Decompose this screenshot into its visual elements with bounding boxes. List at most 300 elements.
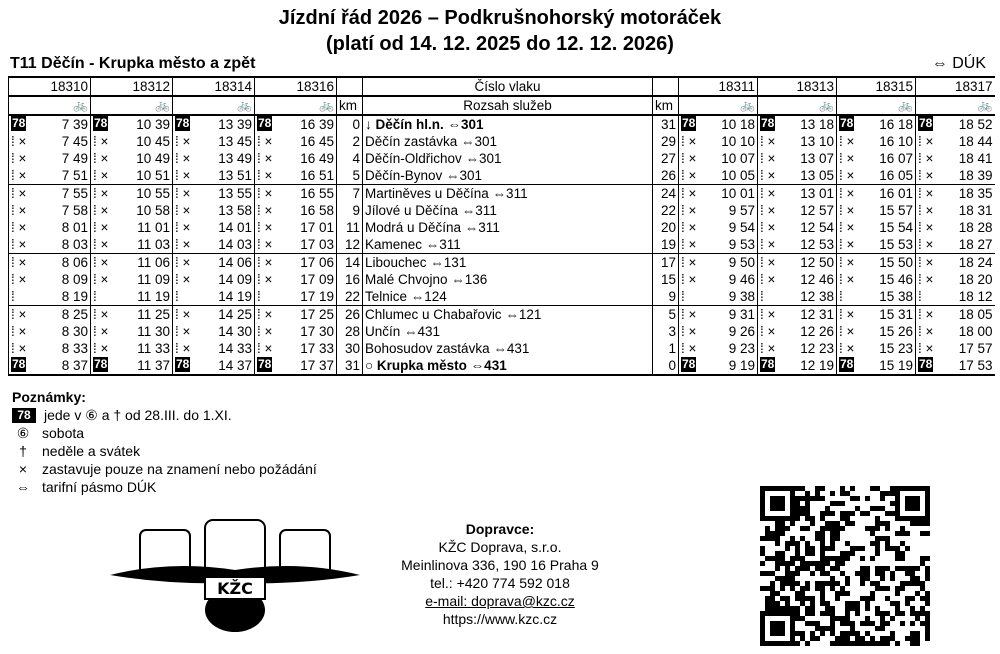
departure-time: 11 06: [137, 255, 170, 270]
stop-marker: ⁞: [839, 289, 843, 304]
time-cell: [679, 288, 758, 306]
km-left: 28: [337, 323, 363, 340]
time-cell: [91, 271, 173, 288]
bicycle-icon: 🚲: [91, 96, 173, 115]
table-row: [9, 236, 995, 254]
time-cell: [837, 185, 916, 203]
km-left: 4: [337, 150, 363, 167]
note-symbol: ×: [18, 461, 28, 477]
carrier-info: [380, 520, 620, 628]
departure-time: 16 07: [879, 151, 913, 166]
stop-marker: ⁞: [93, 289, 97, 304]
station-name: Bohosudov zastávka ⇔431: [363, 340, 653, 357]
stop-marker: ⁞ ×: [257, 324, 273, 339]
stop-marker: ⁞ ×: [681, 134, 697, 149]
stop-marker: ⁞ ×: [175, 220, 191, 235]
km-right: 15: [653, 271, 679, 288]
table-row: [9, 115, 995, 133]
departure-time: 16 55: [300, 186, 334, 201]
badge-78: 78: [258, 357, 272, 371]
time-cell: [173, 323, 255, 340]
time-cell: [679, 271, 758, 288]
time-cell: [837, 323, 916, 340]
stop-marker: ⁞ ×: [175, 237, 191, 252]
qr-code: [760, 486, 930, 646]
departure-time: 10 55: [136, 186, 170, 201]
badge-78: 78: [176, 357, 190, 371]
logo-text: KŽC: [217, 579, 253, 598]
departure-time: 18 44: [958, 134, 993, 149]
time-cell: [916, 219, 995, 236]
departure-time: 13 39: [218, 117, 252, 132]
departure-time: 18 20: [958, 272, 993, 287]
departure-time: 10 10: [721, 134, 755, 149]
departure-time: 18 31: [958, 203, 993, 218]
stop-marker: ⁞ ×: [11, 220, 27, 235]
km-left: 2: [337, 133, 363, 150]
train-number: 18315: [837, 77, 916, 96]
departure-time: 7 39: [61, 117, 88, 132]
table-row: [9, 357, 995, 375]
departure-time: 13 58: [218, 203, 252, 218]
stop-marker: ⁞: [760, 289, 764, 304]
time-cell: [255, 254, 337, 272]
time-cell: [173, 115, 255, 133]
km-left: 0: [337, 115, 363, 133]
departure-time: 12 46: [800, 272, 834, 287]
time-cell: [255, 288, 337, 306]
departure-time: 8 25: [61, 307, 88, 322]
departure-time: 17 03: [300, 237, 334, 252]
time-cell: [91, 115, 173, 133]
time-cell: [91, 288, 173, 306]
station-name: ○ Krupka město ⇔431: [363, 357, 653, 375]
stop-marker: ⁞ ×: [93, 134, 109, 149]
stop-marker: ⁞ ×: [760, 220, 776, 235]
stop-marker: ⁞ ×: [918, 203, 934, 218]
departure-time: 8 33: [61, 341, 88, 356]
badge-78: 78: [840, 357, 854, 371]
stop-marker: ⁞: [257, 289, 261, 304]
stop-marker: ⁞ ×: [93, 307, 109, 322]
stop-marker: ⁞ ×: [93, 151, 109, 166]
departure-time: 16 49: [300, 151, 334, 166]
time-cell: [758, 115, 837, 133]
departure-time: 15 54: [879, 220, 913, 235]
carrier-address: Meinlinova 336, 190 16 Praha 9: [401, 557, 599, 573]
km-right: 22: [653, 202, 679, 219]
departure-time: 9 31: [728, 307, 755, 322]
departure-time: 14 03: [218, 237, 252, 252]
badge-78: 78: [12, 116, 26, 130]
time-cell: [255, 202, 337, 219]
line-name: T11 Děčín - Krupka město a zpět: [10, 55, 256, 72]
departure-time: 12 26: [800, 324, 834, 339]
time-cell: [758, 340, 837, 357]
stop-marker: ⁞ ×: [257, 307, 273, 322]
departure-time: 12 50: [800, 255, 834, 270]
time-cell: [916, 254, 995, 272]
time-cell: [255, 150, 337, 167]
stop-marker: ⁞ ×: [257, 341, 273, 356]
stop-marker: ⁞ ×: [175, 341, 191, 356]
stop-marker: ⁞ ×: [681, 151, 697, 166]
time-cell: [255, 323, 337, 340]
time-cell: [173, 185, 255, 203]
train-number: 18311: [679, 77, 758, 96]
km-right: 31: [653, 115, 679, 133]
stop-marker: ⁞ ×: [839, 272, 855, 287]
km-right: 27: [653, 150, 679, 167]
service-label: Rozsah služeb: [363, 96, 653, 115]
badge-78: 78: [94, 116, 108, 130]
time-cell: [916, 202, 995, 219]
note-symbol: ⇔: [16, 479, 30, 495]
stop-marker: ⁞ ×: [681, 186, 697, 201]
departure-time: 11 37: [137, 358, 170, 373]
carrier-web-link[interactable]: https://www.kzc.cz: [442, 611, 558, 627]
time-cell: [9, 306, 91, 324]
stop-marker: ⁞ ×: [11, 307, 27, 322]
departure-time: 9 46: [728, 272, 755, 287]
station-name: Martiněves u Děčína ⇔311: [363, 185, 653, 203]
bicycle-icon: 🚲: [9, 96, 91, 115]
stop-marker: ⁞ ×: [681, 220, 697, 235]
note-item: [12, 424, 317, 442]
stop-marker: ⁞ ×: [257, 203, 273, 218]
km-left: 5: [337, 167, 363, 185]
time-cell: [9, 202, 91, 219]
badge-78: 78: [919, 116, 933, 130]
time-cell: [255, 357, 337, 375]
stop-marker: ⁞ ×: [257, 168, 273, 183]
time-cell: [916, 288, 995, 306]
departure-time: 12 57: [800, 203, 834, 218]
departure-time: 11 19: [137, 289, 170, 304]
stop-marker: ⁞ ×: [760, 341, 776, 356]
departure-time: 15 31: [879, 307, 913, 322]
badge-78: 78: [258, 116, 272, 130]
time-cell: [679, 202, 758, 219]
note-symbol: †: [19, 443, 27, 459]
departure-time: 10 58: [136, 203, 170, 218]
departure-time: 11 33: [137, 341, 170, 356]
stop-marker: ⁞ ×: [11, 324, 27, 339]
km-header: km: [337, 96, 363, 115]
km-left: 14: [337, 254, 363, 272]
bicycle-icon: 🚲: [916, 96, 995, 115]
stop-marker: ⁞ ×: [11, 186, 27, 201]
station-name: Jílové u Děčína ⇔311: [363, 202, 653, 219]
departure-time: 16 58: [300, 203, 334, 218]
departure-time: 18 39: [958, 168, 993, 183]
time-cell: [837, 357, 916, 375]
km-right: 29: [653, 133, 679, 150]
stop-marker: ⁞: [681, 289, 685, 304]
departure-time: 11 09: [137, 272, 170, 287]
time-cell: [173, 254, 255, 272]
time-cell: [9, 150, 91, 167]
km-right: 17: [653, 254, 679, 272]
stop-marker: ⁞ ×: [257, 134, 273, 149]
notes-section: [12, 388, 317, 496]
time-cell: [9, 115, 91, 133]
km-left: 30: [337, 340, 363, 357]
departure-time: 12 53: [800, 237, 834, 252]
departure-time: 9 38: [728, 289, 755, 304]
carrier-phone: tel.: +420 774 592 018: [430, 575, 570, 591]
notes-heading: Poznámky:: [12, 389, 86, 405]
time-cell: [679, 133, 758, 150]
departure-time: 10 01: [721, 186, 755, 201]
stop-marker: ⁞ ×: [681, 324, 697, 339]
time-cell: [679, 185, 758, 203]
km-right: 26: [653, 167, 679, 185]
table-row: [9, 185, 995, 203]
train-number: 18314: [173, 77, 255, 96]
time-cell: [679, 236, 758, 254]
departure-time: 13 10: [800, 134, 834, 149]
stop-marker: ⁞ ×: [175, 186, 191, 201]
stop-marker: ⁞ ×: [93, 324, 109, 339]
departure-time: 13 18: [800, 117, 834, 132]
departure-time: 17 33: [300, 341, 334, 356]
station-name: Libouchec ⇔131: [363, 254, 653, 272]
departure-time: 12 38: [800, 289, 834, 304]
time-cell: [758, 219, 837, 236]
departure-time: 18 52: [958, 117, 993, 132]
time-cell: [255, 340, 337, 357]
departure-time: 13 49: [218, 151, 252, 166]
stop-marker: ⁞ ×: [760, 272, 776, 287]
time-cell: [837, 167, 916, 185]
badge-78: 78: [761, 116, 775, 130]
badge-78: 78: [176, 116, 190, 130]
time-cell: [758, 323, 837, 340]
stop-marker: ⁞ ×: [681, 255, 697, 270]
km-right: 3: [653, 323, 679, 340]
departure-time: 17 09: [300, 272, 334, 287]
time-cell: [173, 288, 255, 306]
time-cell: [91, 219, 173, 236]
station-name: Chlumec u Chabařovic ⇔121: [363, 306, 653, 324]
bicycle-icon: 🚲: [173, 96, 255, 115]
note-item: [12, 478, 317, 496]
stop-marker: ⁞ ×: [175, 151, 191, 166]
stop-marker: ⁞ ×: [839, 237, 855, 252]
time-cell: [91, 185, 173, 203]
stop-marker: ⁞ ×: [918, 168, 934, 183]
timetable: [8, 76, 995, 376]
departure-time: 8 30: [61, 324, 88, 339]
stop-marker: ⁞ ×: [681, 168, 697, 183]
time-cell: [91, 306, 173, 324]
departure-time: 18 12: [958, 289, 993, 304]
departure-time: 14 30: [218, 324, 252, 339]
stop-marker: ⁞ ×: [175, 134, 191, 149]
time-cell: [837, 115, 916, 133]
time-cell: [916, 167, 995, 185]
departure-time: 11 30: [137, 324, 170, 339]
table-row: [9, 219, 995, 236]
time-cell: [758, 202, 837, 219]
time-cell: [916, 150, 995, 167]
departure-time: 13 51: [218, 168, 252, 183]
stop-marker: ⁞ ×: [918, 324, 934, 339]
departure-time: 13 45: [218, 134, 252, 149]
stop-marker: ⁞ ×: [175, 272, 191, 287]
departure-time: 11 01: [137, 220, 170, 235]
note-item: [12, 406, 317, 424]
note-text: tarifní pásmo DÚK: [42, 479, 157, 495]
time-cell: [255, 306, 337, 324]
time-cell: [91, 202, 173, 219]
time-cell: [837, 306, 916, 324]
departure-time: 10 07: [721, 151, 755, 166]
time-cell: [173, 271, 255, 288]
departure-time: 17 57: [958, 341, 993, 356]
departure-time: 9 54: [728, 220, 755, 235]
stop-marker: ⁞ ×: [175, 203, 191, 218]
table-row: [9, 323, 995, 340]
time-cell: [679, 167, 758, 185]
time-cell: [91, 150, 173, 167]
note-text: jede v ⑥ a † od 28.III. do 1.XI.: [44, 407, 232, 423]
badge-78: 78: [94, 357, 108, 371]
carrier-email-link[interactable]: e-mail: doprava@kzc.cz: [425, 593, 575, 609]
km-left: 12: [337, 236, 363, 254]
stop-marker: ⁞: [918, 289, 922, 304]
stop-marker: ⁞ ×: [839, 324, 855, 339]
stop-marker: ⁞ ×: [175, 307, 191, 322]
time-cell: [173, 133, 255, 150]
km-left: 26: [337, 306, 363, 324]
departure-time: 14 06: [218, 255, 252, 270]
time-cell: [679, 254, 758, 272]
departure-time: 10 18: [721, 117, 755, 132]
departure-time: 11 25: [137, 307, 170, 322]
train-number: 18316: [255, 77, 337, 96]
stop-marker: ⁞ ×: [681, 272, 697, 287]
time-cell: [679, 323, 758, 340]
km-header-spacer: [653, 77, 679, 96]
stop-marker: ⁞ ×: [11, 203, 27, 218]
stop-marker: ⁞ ×: [11, 151, 27, 166]
time-cell: [837, 288, 916, 306]
bicycle-icon: 🚲: [679, 96, 758, 115]
carrier-name: KŽC Doprava, s.r.o.: [438, 539, 562, 555]
departure-time: 7 49: [61, 151, 88, 166]
time-cell: [758, 185, 837, 203]
km-left: 16: [337, 271, 363, 288]
time-cell: [173, 150, 255, 167]
stop-marker: ⁞ ×: [11, 255, 27, 270]
time-cell: [91, 133, 173, 150]
station-name: Kamenec ⇔311: [363, 236, 653, 254]
stop-marker: ⁞ ×: [839, 307, 855, 322]
departure-time: 12 31: [800, 307, 834, 322]
stop-marker: ⁞ ×: [93, 220, 109, 235]
time-cell: [255, 115, 337, 133]
departure-time: 16 51: [300, 168, 334, 183]
departure-time: 8 06: [61, 255, 88, 270]
time-cell: [9, 340, 91, 357]
departure-time: 8 37: [61, 358, 88, 373]
departure-time: 9 53: [728, 237, 755, 252]
time-cell: [916, 271, 995, 288]
departure-time: 18 24: [958, 255, 993, 270]
time-cell: [679, 150, 758, 167]
stop-marker: ⁞ ×: [93, 203, 109, 218]
time-cell: [173, 219, 255, 236]
time-cell: [173, 236, 255, 254]
time-cell: [679, 219, 758, 236]
departure-time: 18 28: [958, 220, 993, 235]
train-number-label: Číslo vlaku: [363, 77, 653, 96]
time-cell: [916, 236, 995, 254]
stop-marker: ⁞ ×: [918, 341, 934, 356]
time-cell: [837, 254, 916, 272]
departure-time: 15 19: [879, 358, 913, 373]
stop-marker: ⁞ ×: [839, 186, 855, 201]
stop-marker: ⁞ ×: [839, 341, 855, 356]
bicycle-icon: 🚲: [255, 96, 337, 115]
stop-marker: ⁞ ×: [839, 168, 855, 183]
bicycle-icon: 🚲: [758, 96, 837, 115]
stop-marker: ⁞ ×: [839, 203, 855, 218]
departure-time: 18 27: [958, 237, 993, 252]
time-cell: [837, 219, 916, 236]
km-left: 7: [337, 185, 363, 203]
departure-time: 7 55: [61, 186, 88, 201]
departure-time: 9 57: [728, 203, 755, 218]
stop-marker: ⁞ ×: [760, 255, 776, 270]
stop-marker: ⁞ ×: [839, 151, 855, 166]
departure-time: 17 19: [300, 289, 334, 304]
stop-marker: ⁞ ×: [839, 134, 855, 149]
stop-marker: ⁞ ×: [760, 134, 776, 149]
table-row: [9, 133, 995, 150]
departure-time: 18 35: [958, 186, 993, 201]
table-row: [9, 254, 995, 272]
departure-time: 17 30: [300, 324, 334, 339]
departure-time: 14 25: [218, 307, 252, 322]
note-symbol: ⑥: [16, 425, 30, 441]
time-cell: [91, 236, 173, 254]
time-cell: [255, 167, 337, 185]
station-name: Malé Chvojno ⇔136: [363, 271, 653, 288]
stop-marker: ⁞ ×: [175, 255, 191, 270]
station-name: ↓ Děčín hl.n. ⇔301: [363, 115, 653, 133]
time-cell: [9, 323, 91, 340]
stop-marker: ⁞ ×: [257, 151, 273, 166]
stop-marker: ⁞ ×: [760, 186, 776, 201]
time-cell: [679, 340, 758, 357]
stop-marker: ⁞ ×: [257, 186, 273, 201]
stop-marker: ⁞ ×: [11, 134, 27, 149]
departure-time: 15 53: [879, 237, 913, 252]
time-cell: [9, 236, 91, 254]
stop-marker: ⁞ ×: [918, 186, 934, 201]
departure-time: 12 23: [800, 341, 834, 356]
train-number: 18313: [758, 77, 837, 96]
time-cell: [837, 133, 916, 150]
stop-marker: ⁞ ×: [257, 272, 273, 287]
time-cell: [758, 288, 837, 306]
note-text: zastavuje pouze na znamení nebo požádání: [42, 461, 317, 477]
departure-time: 17 37: [300, 358, 334, 373]
time-cell: [255, 133, 337, 150]
